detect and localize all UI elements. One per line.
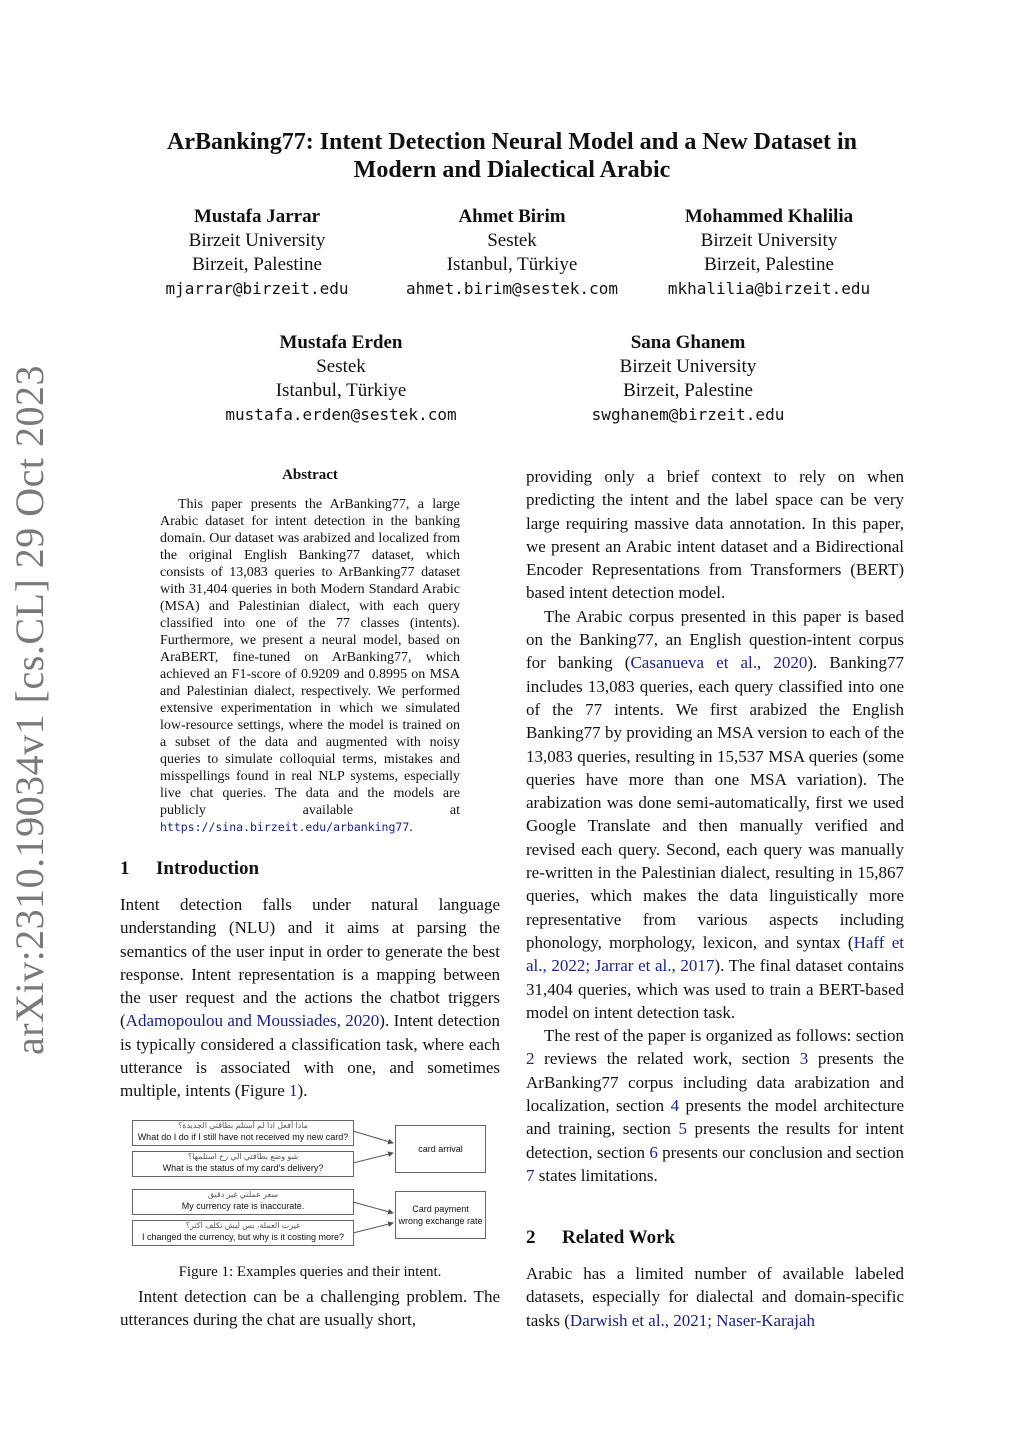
text-run: ).: [297, 1081, 308, 1101]
arrow-connector: [353, 1153, 393, 1163]
dataset-link[interactable]: https://sina.birzeit.edu/arbanking77: [160, 820, 410, 834]
title-line-1: ArBanking77: Intent Detection Neural Model and a New Dataset in: [167, 129, 857, 155]
query-arabic: شو وضع بطاقتي الي رح استلمها؟: [187, 1152, 299, 1161]
query-arabic: ماذا أفعل اذا لم أستلم بطاقتي الجديدة؟: [178, 1121, 308, 1130]
arxiv-identifier: arXiv:2310.19034v1 [cs.CL] 29 Oct 2023: [7, 364, 52, 1055]
author-block-5: [583, 331, 793, 427]
citation-link[interactable]: Adamopoulou and Moussiades, 2020: [125, 1011, 380, 1031]
author-email[interactable]: ahmet.birim@sestek.com: [406, 279, 618, 298]
section-number: 2: [526, 1227, 536, 1248]
section-title: Related Work: [562, 1227, 676, 1248]
paper-title: [120, 128, 904, 184]
author-name: Mustafa Erden: [279, 332, 403, 353]
intent-label: Card payment: [412, 1204, 469, 1214]
query-english: I changed the currency, but why is it costing more?: [142, 1232, 344, 1242]
text-run: Arabic has a limited number of available labeled datasets, especially for dialectal and domain-specific tasks (: [526, 1264, 904, 1330]
intent-box: [395, 1191, 486, 1239]
text-run: ). Intent detection is typically considered a classification task, where each utterance is associated with one, and sometimes multiple, intents (Figure: [120, 1011, 500, 1101]
query-arabic: غيرت العملة، بس ليش تكلف اكثر؟: [185, 1221, 301, 1230]
author-block-4: [211, 331, 471, 427]
author-affiliation: Birzeit University: [619, 356, 757, 377]
citation-link[interactable]: Haff et al., 2022; Jarrar et al., 2017: [526, 932, 904, 976]
author-email[interactable]: mjarrar@birzeit.edu: [165, 279, 349, 298]
text-run: presents the ArBanking77 corpus including data arabization and localization, section: [526, 1049, 904, 1116]
paragraph-text: Intent detection can be a challenging problem. The utterances during the chat are usually short,: [120, 1287, 500, 1330]
text-run: reviews the related work, section: [534, 1049, 800, 1069]
author-affiliation: Birzeit University: [700, 230, 838, 251]
text-run: The rest of the paper is organized as follows: section: [544, 1026, 904, 1046]
text-run: states limitations.: [534, 1165, 658, 1185]
author-location: Birzeit, Palestine: [623, 380, 753, 401]
arrow-connector: [353, 1131, 393, 1143]
author-block-1: [157, 205, 357, 301]
text-run: Intent detection falls under natural language understanding (NLU) and it aims at parsing the semantics of the user input in order to generate the best response. Intent representation is a mapping between the user request and the actions the chatbot triggers (: [120, 895, 500, 1031]
author-name: Sana Ghanem: [630, 332, 746, 353]
section-reference-link[interactable]: 7: [526, 1165, 535, 1185]
query-box: [132, 1151, 354, 1177]
query-box: [132, 1220, 354, 1246]
abstract-text: [160, 496, 460, 836]
section-reference-link[interactable]: 3: [799, 1049, 809, 1069]
query-box: [132, 1189, 354, 1215]
author-affiliation: Sestek: [487, 230, 537, 251]
intent-label: card arrival: [418, 1144, 463, 1154]
citation-link[interactable]: Casanueva et al., 2020: [630, 653, 808, 673]
author-block-3: [659, 205, 879, 301]
intent-box: [395, 1125, 486, 1173]
query-english: What do I do if I still have not received my new card?: [137, 1132, 349, 1142]
text-run: ). The final dataset contains 31,404 queries, which was used to train a BERT-based model on intent detection task.: [526, 956, 904, 1022]
abstract-end: .: [409, 820, 413, 835]
query-english: My currency rate is inaccurate.: [181, 1201, 305, 1211]
author-location: Birzeit, Palestine: [704, 254, 834, 275]
section-number: 1: [120, 858, 130, 879]
author-name: Mustafa Jarrar: [193, 206, 321, 227]
author-email[interactable]: mkhalilia@birzeit.edu: [667, 279, 871, 298]
author-block-2: [387, 205, 637, 301]
author-location: Istanbul, Türkiye: [275, 380, 407, 401]
arrow-connector: [353, 1202, 393, 1213]
author-name: Mohammed Khalilia: [684, 206, 854, 227]
intro-paragraph-1: [120, 893, 500, 1103]
section-reference-link[interactable]: 4: [670, 1096, 680, 1116]
right-column-intro: [526, 465, 904, 1187]
text-run: presents the model architecture and training, section: [526, 1096, 905, 1139]
section-title: Introduction: [156, 858, 260, 879]
figure-caption: Figure 1: Examples queries and their intent.: [178, 1264, 442, 1280]
author-location: Birzeit, Palestine: [192, 254, 322, 275]
section-heading-related-work: [526, 1227, 675, 1249]
author-email[interactable]: swghanem@birzeit.edu: [591, 405, 785, 424]
intro-paragraph-2: [120, 1285, 500, 1332]
text-run: The Arabic corpus presented in this paper is based on the Banking77, an English question-intent corpus for banking (: [526, 606, 904, 673]
author-location: Istanbul, Türkiye: [446, 254, 578, 275]
query-arabic: سعر عملتي غير دقيق: [207, 1190, 279, 1199]
related-work-paragraph: [526, 1262, 904, 1332]
author-affiliation: Birzeit University: [188, 230, 326, 251]
text-run: presents our conclusion and section: [657, 1142, 905, 1162]
citation-link[interactable]: Darwish et al., 2021; Naser-Karajah: [569, 1310, 816, 1330]
section-heading-introduction: [120, 858, 259, 880]
paragraph-text: providing only a brief context to rely on when predicting the intent and the label space can be very large requiring massive data annotation. In this paper, we present an Arabic intent dataset and a Bidirectional Encoder Representations from Transformers (BERT) based intent detection model.: [526, 467, 904, 603]
text-run: presents the results for intent detection, section: [526, 1119, 904, 1162]
author-email[interactable]: mustafa.erden@sestek.com: [225, 405, 457, 424]
abstract-heading: Abstract: [282, 467, 338, 483]
intent-label: wrong exchange rate: [398, 1216, 483, 1226]
title-line-2: Modern and Dialectical Arabic: [353, 157, 671, 183]
section-reference-link[interactable]: 2: [526, 1049, 535, 1069]
text-run: ). Banking77 includes 13,083 queries, each query classified into one of the 77 intents. We first arabized the English Banking77 by providing an MSA version to each of the 13,083 queries, resulting in 15,537 MSA queries (some queries have more than one MSA variation). The arabization was done semi-automatically, first we used Google Translate and then manually verified and revised each query. Second, each query was manually re-written in the Palestinian dialect, resulting in 15,867 queries, which makes the data linguistically more representative from various aspects including phonology, morphology, lexicon, and syntax (: [526, 653, 904, 952]
section-reference-link[interactable]: 6: [649, 1142, 658, 1162]
query-english: What is the status of my card's delivery?: [162, 1163, 324, 1173]
section-reference-link[interactable]: 5: [678, 1119, 687, 1139]
figure-reference-link[interactable]: 1: [289, 1081, 298, 1101]
arrow-connector: [353, 1223, 393, 1233]
author-affiliation: Sestek: [316, 356, 366, 377]
abstract-paragraph: This paper presents the ArBanking77, a large Arabic dataset for intent detection in the banking domain. Our dataset was arabized and localized from the original English Banking77 dataset, which consists of 13,083 queries to ArBanking77 dataset with 31,404 queries in both Modern Standard Arabic (MSA) and Palestinian dialect, with each query classified into one of the 77 classes (intents). Furthermore, we present a neural model, based on AraBERT, fine-tuned on ArBanking77, which achieved an F1-score of 0.9209 and 0.8995 on MSA and Palestinian dialect, respectively. We performed extensive experimentation in which we simulated low-resource settings, where the model is trained on a subset of the data and augmented with noisy queries to simulate colloquial terms, mistakes and misspellings found in real NLP systems, especially live chat queries. The data and the models are publicly available at: [160, 497, 460, 818]
query-box: [132, 1120, 354, 1146]
figure-1: [132, 1117, 488, 1249]
author-name: Ahmet Birim: [458, 206, 566, 227]
